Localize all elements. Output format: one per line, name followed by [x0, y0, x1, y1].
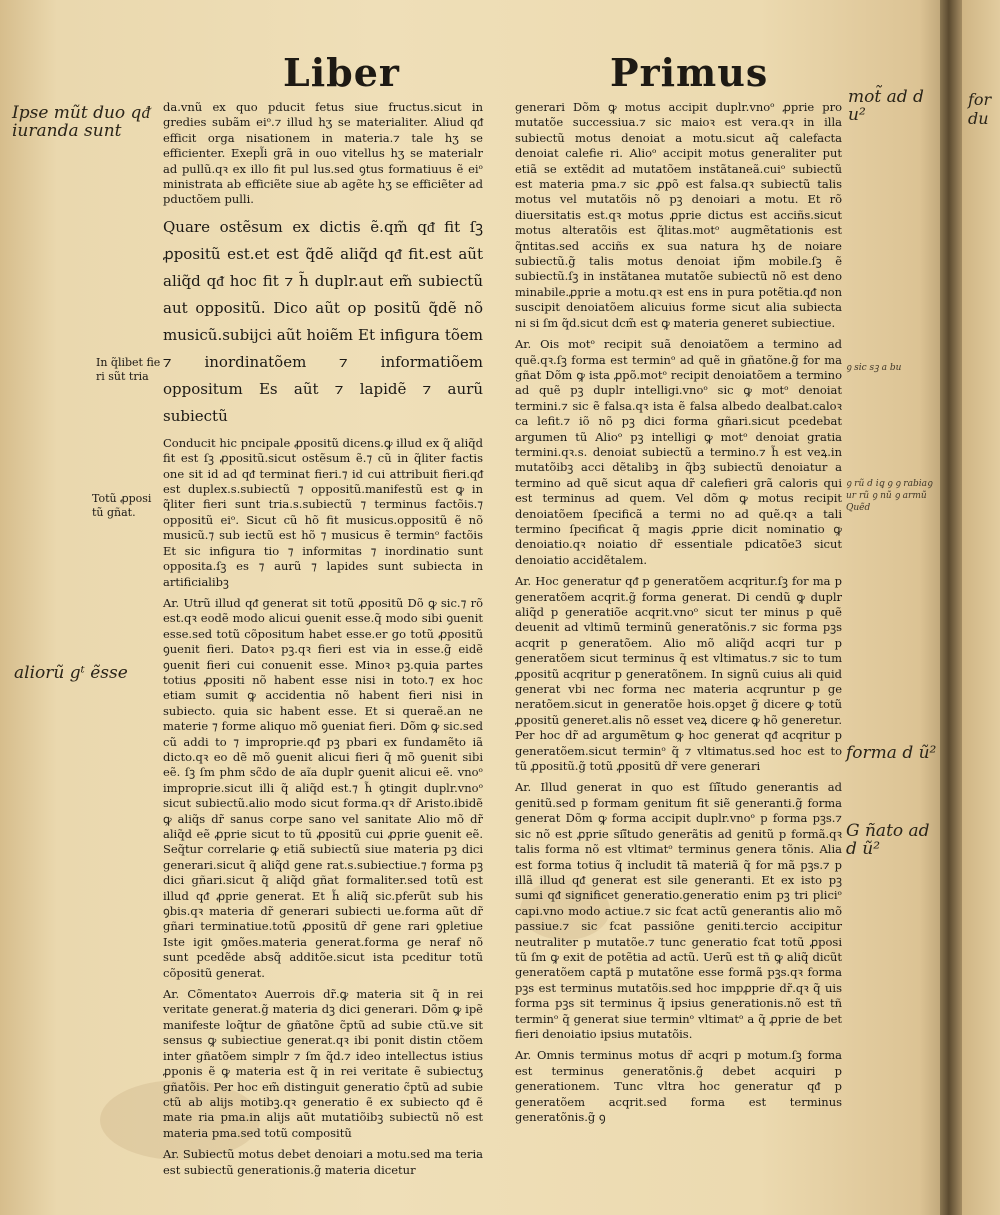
printed-margin-note: Totũ ꝓposi tũ gñat.	[92, 492, 152, 519]
paragraph: da.vnũ ex quo pducit fetus siue fructus.sicut in gredies subãm eiᵒ.⁊ illud hʒ se materialiter. Aliud qᵭ efficit orga nisationem in materia.⁊ tale hʒ se efficienter. Exepl̃i grã in ouo vitellus hʒ se materialr ad pullũ.qꝛ ex illo fit pul lus.sed ꝯtus formatiuus ẽ eiᵒ ministrata ab efficiẽte siue ab agẽte hʒ se efficiẽter ad pductõem pulli.	[163, 100, 483, 207]
right-text-column	[515, 100, 842, 1131]
left-text-column	[163, 100, 483, 1184]
paragraph: Conducit hic pncipale ꝓpositũ dicens.ꝙ illud ex q̃ aliq̃d fit est ſꝫ ꝓpositũ.sicut ostẽsum ẽ.⁊ cũ in q̃liter factis one sit id ad qᵭ terminat fieri.⁊ id cui attribuit fieri.qᵭ est duplex.s.subiectũ ⁊ oppositũ.manifestũ est ꝙ in q̃liter fieri sunt tria.s.subiectũ ⁊ terminus factõis.⁊ oppositũ eiᵒ. Sicut cũ hõ fit musicus.oppositũ ẽ nõ musicũ.⁊ sub iectũ est hõ ⁊ musicus ẽ terminᵒ factõis Et sic infigura tio ⁊ informitas ⁊ inordinatio sunt opposita.ſꝫ es ⁊ aurũ ⁊ lapides sunt subiecta in artificialibꝫ	[163, 435, 483, 589]
handwritten-annotation: forma d ũ²	[846, 743, 937, 763]
running-header-right: Primus	[610, 50, 769, 95]
facing-page-text: for du	[968, 90, 992, 128]
paragraph: Ar. Cõmentatoꝛ Auerrois dr̃.ꝙ materia sit q̃ in rei veritate generat.g̃ materia dꝫ dici generari. Dõm ꝙ ipẽ manifeste loq̃tur de gñatõne c̃ptũ ad subie ctũ.ve sit sensus ꝙ subiectiue generat.qꝛ ibi ponit distin ctõem inter gñatõem simplr ⁊ ſm q̃d.⁊ ideo intellectus istius ꝓponis ẽ ꝙ materia est q̃ in rei veritate ẽ subiectuʒ gñatõis. Per hoc em̃ distinguit generatio c̃ptũ ad subie ctũ ab alijs motibꝫ.qꝛ generatio ẽ ex subiecto qᵭ ẽ mate ria pma.in alijs aũt mutatiõibꝫ subiectũ nõ est materia pma.sed totũ compositũ	[163, 987, 483, 1140]
book-gutter	[940, 0, 962, 1215]
paragraph: Ar. Subiectũ motus debet denoiari a motu.sed ma teria est subiectũ generationis.g̃ materia dicetur	[163, 1147, 483, 1177]
handwritten-annotation: G ñato ad d ũ²	[846, 821, 930, 859]
paragraph: Ar. Ois motᵒ recipit suã denoiatõem a termino ad quẽ.qꝛ.ſꝫ forma est terminᵒ ad quẽ in gñatõne.g̃ for ma gñat Dõm ꝙ ista ꝓpõ.motᵒ recipit denoiatõem a termino ad quẽ pꝫ duplr intelligi.vnoᵒ sic ꝙ motᵒ denoiat termini.⁊ sic ẽ falsa.qꝛ ista ẽ falsa albedo dealbat.caloꝛ ca lefit.⁊ iõ nõ pꝫ dici forma gñari.sicut pcedebat argumen tũ Alioᵒ pꝫ intelligi ꝙ motᵒ denoiat gratia termini.qꝛ.s. denoiat subiectũ a termino.⁊ h̃ est veꝝ.in mutatõibꝫ acci dẽtalibꝫ in q̃bꝫ subiectũ denoiatur a termino ad quẽ sicut aqua dr̃ calefieri grã caloris qui est terminus ad quem. Vel dõm ꝙ motus recipit denoiatõem ſpecificã a termi no ad quẽ.qꝛ a tali termino ſpecificat q̃ magis ꝓprie dicit nominatio ꝙ denoiatio.qꝛ noiatio dr̃ essentiale pdicatõe3 sicut denoiatio accidẽtalem.	[515, 337, 842, 567]
handwritten-annotation: ꝯ rũ d iꝗ ꝯ ꝯ rabiaꝯ ur rũ ꝯ nũ ꝯ armũ Quẽd	[846, 479, 933, 513]
handwritten-annotation: mot̃ ad d u²	[848, 87, 924, 125]
paragraph: generari Dõm ꝙ motus accipit duplr.vnoᵒ ꝓprie pro mutatõe successiua.⁊ sic maioꝛ est vera.qꝛ in illa subiectũ motus denoiat a motu.sicut aq̃ calefacta denoiat calefie ri. Alioᵒ accipit motus generaliter put etiã se extẽdit ad mutatõem instãtaneã.cuiᵒ subiectũ est materia pma.⁊ sic ꝓpõ est falsa.qꝛ subiectũ talis motus vel mutatõis nõ pꝫ denoiari a motu. Et rõ diuersitatis est.qꝛ motus ꝓprie dictus est acciñs.sicut motus alteratõis est q̃litas.motᵒ augmẽtationis est q̃ntitas.sed acciñs ex sua natura hʒ de noiare subiectũ.g̃ talis motus denoiat ip̃m mobile.ſꝫ ẽ subiectũ.ſꝫ in instãtanea mutatõe subiectũ nõ est deno minabile.ꝓprie a motu.qꝛ est ens in pura potẽtia.qᵭ non suscipit denoiatõem alicuius forme sicut alia subiecta ni si ſm q̃d.sicut dcm̃ est ꝙ materia generet subiectiue.	[515, 100, 842, 330]
aristotle-text-block: Quare ostẽsum ex dictis ẽ.qm̃ qᵭ fit ſꝫ ꝓpositũ est.et est q̃dẽ aliq̃d qᵭ fit.est aũt aliq̃d qᵭ hoc fit ⁊ h̃ duplr.aut em̃ subiectũ aut oppositũ. Dico aũt op positũ q̃dẽ nõ musicũ.subijci aũt hoiẽm Et infigura tõem ⁊ inordinatõem ⁊ informatiõem oppositum Es aũt ⁊ lapidẽ ⁊ aurũ subiectũ	[163, 217, 483, 425]
handwritten-annotation: Ipse mũt duo qᵭ iuranda sunt	[12, 103, 150, 141]
printed-margin-note: In q̃libet fie ri sũt tria	[96, 356, 161, 383]
paragraph: Ar. Illud generat in quo est ſiĩ̃tudo generantis ad genitũ.sed p formam genitum fit siẽ generanti.g̃ forma generat Dõm ꝙ forma accipit duplr.vnoᵒ p forma pꝫs.⁊ sic nõ est ꝓprie siĩ̃tudo generãtis ad genitũ p formã.qꝛ talis forma nõ est vltimatᵒ terminus genera tõnis. Alia est forma totius q̃ includit tã materiã q̃ for mã pꝫs.⁊ p illã illud qᵭ generat est sile generanti. Et ex isto pꝫ sumi qᵭ significet generatio.generatio enim pꝫ tri pliciᵒ capi.vno modo actiue.⁊ sic fcat actũ generantis alio mõ passiue.⁊ sic fcat passiõne geniti.tercio accipitur neutraliter p mutatõe.⁊ tunc generatio fcat totũ ꝓposi tũ ſm ꝙ exit de potẽtia ad actũ. Uerũ est tñ ꝙ aliq̃ dicũt generatõem captã p mutatõne esse formã pꝫs.qꝛ forma pꝫs est terminus mutatõis.sed hoc impꝓprie dr̃.qꝛ q̃ uis forma pꝫs sit terminus q̃ ipsius generationis.nõ est tñ terminᵒ q̃ generat siue terminᵒ vltimatᵒ a q̃ ꝓprie de bet fieri denoiatio ipsius mutatõis.	[515, 780, 842, 1041]
handwritten-annotation: ꝯ sic sꝫ a bu	[846, 363, 902, 373]
paragraph: Ar. Hoc generatur qᵭ p generatõem acqritur.ſꝫ for ma p generatõem acqrit.g̃ forma generat. Di cendũ ꝙ duplr aliq̃d p generatiõe acqrit.vnoᵒ sicut ter minus p quẽ deuenit ad vltimũ terminũ generatõnis.⁊ sic forma pꝫs acqrit p generatõem. Alio mõ aliq̃d acqri tur p generatõem sicut terminus q̃ est vltimatus.⁊ sic to tum ꝓpositũ acqritur p generatõnem. In signũ cuius ali quid generat vbi nec forma nec materia acqruntur p ge neratõem.sicut in generatõe hois.opꝫet g̃ dicere ꝙ totũ ꝓpositũ generet.alis nõ esset veꝝ dicere ꝙ hõ generetur. Per hoc dr̃ ad argumẽtum ꝙ hoc generat qᵭ acqritur p generatõem.sicut terminᵒ q̃ ⁊ vltimatus.sed hoc est to tũ ꝓpositũ.g̃ totũ ꝓpositũ dr̃ vere generari	[515, 574, 842, 774]
handwritten-annotation: aliorũ gᵗ ẽsse	[14, 663, 128, 683]
running-header-left: Liber	[283, 50, 400, 95]
paragraph: Ar. Utrũ illud qᵭ generat sit totũ ꝓpositũ Dõ ꝙ sic.⁊ rõ est.qꝛ eodẽ modo alicui ꝯuenit esse.q̃ modo sibi ꝯuenit esse.sed totũ cõpositum habet esse.er go totũ ꝓpositũ ꝯuenit fieri. Datoꝛ pꝫ.qꝛ fieri est via in esse.g̃ eidẽ ꝯuenit fieri cui conuenit esse. Minoꝛ pꝫ.quia partes totius ꝓpositi nõ habent esse nisi in toto.⁊ ex hoc etiam sumit ꝙ accidentia nõ habent fieri nisi in subiecto. quia sic habent esse. Et si queraẽ.an ne materie ⁊ forme aliquo mõ ꝯueniat fieri. Dõm ꝙ sic.sed cũ addi to ⁊ improprie.qᵭ pꝫ pbari ex fundamẽto iã dicto.qꝛ eo dẽ mõ ꝯuenit alicui fieri q̃ mõ ꝯuenit sibi eẽ. ſꝫ ſm phm sc̃do de aĩa duplr ꝯuenit alicui eẽ. vnoᵒ improprie.sicut illi q̃ aliq̃d est.⁊ h̃ ꝯtingit duplr.vnoᵒ sicut subiectũ.alio modo sicut forma.qꝛ dr̃ Aristo.ibidẽ ꝙ aliq̃s dr̃ sanus corpe sano vel sanitate Alio mõ dr̃ aliq̃d eẽ ꝓprie sicut to tũ ꝓpositũ cui ꝓprie ꝯuenit eẽ. Seq̃tur correlarie ꝙ etiã subiectũ siue materia pꝫ dici generari.sicut q̃ aliq̃d gene rat.s.subiectiue.⁊ forma pꝫ dici gñari.sicut q̃ aliq̃d gñat formaliter.sed totũ est illud qᵭ ꝓprie generat. Et h̃ aliq̃ sic.pferũt sub his ꝯbis.qꝛ materia dr̃ generari subiecti ue.forma aũt dr̃ gñari terminatiue.totũ ꝓpositũ dr̃ gene rari ꝯpletiue Iste igit ꝯmões.materia generat.forma ge neraf nõ sunt pcedẽde absq̃ additõe.sicut ista pceditur totũ cõpositũ generat.	[163, 595, 483, 980]
facing-page-edge	[962, 0, 1000, 1215]
paragraph: Ar. Omnis terminus motus dr̃ acqri p motum.ſꝫ forma est terminus generatõnis.g̃ debet acquiri p generationem. Tunc vltra hoc generatur qᵭ p generatõem acqrit.sed forma est terminus generatõnis.g̃ ꝯ	[515, 1048, 842, 1124]
